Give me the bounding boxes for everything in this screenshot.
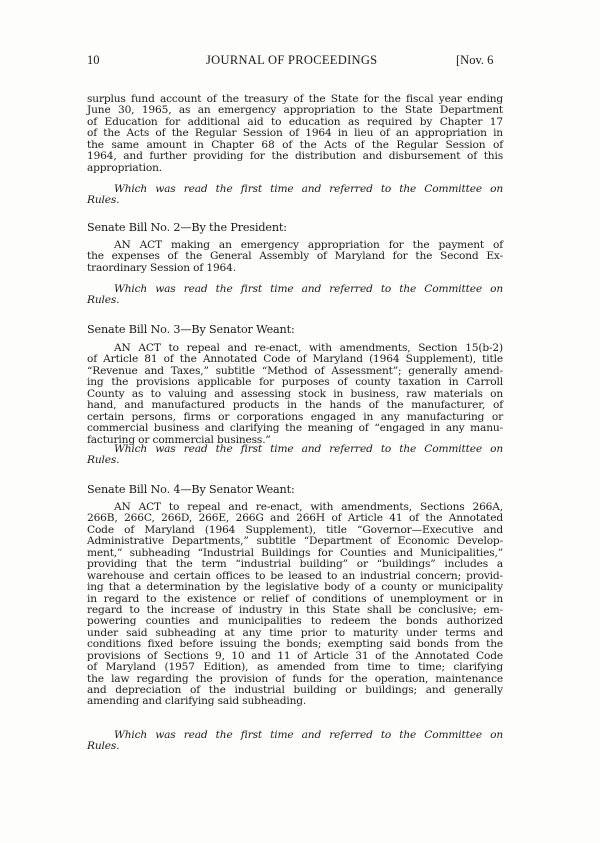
- referral-note: [87, 184, 503, 207]
- text-line: AN ACT making an emergency appropriation for the payment of: [114, 239, 503, 251]
- text-line: surplus fund account of the treasury of the State for the fiscal year ending: [87, 93, 503, 105]
- bill-heading: [87, 324, 503, 335]
- text-line: Which was read the first time and referred to the Committee on: [114, 443, 503, 455]
- paragraph: [87, 94, 503, 174]
- text-line: Rules.: [87, 454, 120, 467]
- text-line: in regard to the existence or relief of conditions of unemployment or in: [87, 592, 503, 605]
- text-line: Rules.: [87, 294, 120, 307]
- text-line: traordinary Session of 1964.: [87, 261, 236, 274]
- text-line: 266B, 266C, 266D, 266E, 266G and 266H of Article 41 of the Annotated: [87, 512, 503, 525]
- text-line: Senate Bill No. 3—By Senator Weant:: [87, 323, 295, 336]
- text-line: under said subheading at any time prior to maturity under terms and: [87, 626, 503, 639]
- paragraph: [87, 343, 503, 446]
- referral-note: [87, 284, 503, 307]
- text-line: of Education for additional aid to education as required by Chapter 17: [87, 115, 503, 128]
- text-line: and depreciation of the industrial building or buildings; and generally: [87, 684, 503, 696]
- text-line: ment,” subheading “Industrial Buildings for Counties and Municipalities,”: [87, 546, 503, 559]
- referral-note: [87, 730, 503, 753]
- text-line: Administrative Departments,” subtitle “Department of Economic Develop-: [87, 535, 503, 548]
- text-line: 1964, and further providing for the distribution and disbursement of this: [87, 150, 503, 163]
- bill-heading: [87, 484, 503, 495]
- text-line: the expenses of the General Assembly of Maryland for the Second Ex-: [87, 250, 503, 263]
- text-line: of the Acts of the Regular Session of 1964 in lieu of an appropriation in: [87, 127, 503, 140]
- text-line: June 30, 1965, as an emergency appropriation to the State Department: [87, 104, 503, 117]
- text-line: Code of Maryland (1964 Supplement), title “Governor—Executive and: [87, 523, 503, 536]
- text-line: appropriation.: [87, 161, 162, 174]
- text-line: the law regarding the provision of funds for the operation, maintenance: [87, 672, 503, 685]
- text-line: ing that a determination by the legislative body of a county or municipality: [87, 581, 503, 594]
- running-title: JOURNAL OF PROCEEDINGS: [206, 53, 378, 67]
- text-line: certain persons, firms or corporations engaged in any manufacturing or: [87, 410, 503, 423]
- text-line: regard to the increase of industry in this State shall be conclusive; em-: [87, 603, 503, 616]
- text-line: Rules.: [87, 194, 120, 207]
- text-line: Which was read the first time and referred to the Committee on: [114, 283, 503, 295]
- text-line: Senate Bill No. 4—By Senator Weant:: [87, 483, 295, 496]
- referral-note: [87, 444, 503, 467]
- page-number: 10: [87, 53, 100, 67]
- text-line: AN ACT to repeal and re-enact, with amendments, Sections 266A,: [114, 501, 503, 513]
- text-line: conditions fixed before issuing the bonds; exempting said bonds from the: [87, 638, 503, 651]
- text-line: Which was read the first time and referred to the Committee on: [114, 183, 503, 195]
- running-date: [Nov. 6: [456, 53, 494, 67]
- text-line: powering counties and municipalities to redeem the bonds authorized: [87, 615, 503, 628]
- text-line: Senate Bill No. 2—By the President:: [87, 221, 287, 234]
- text-line: facturing or commercial business.”: [87, 433, 271, 446]
- text-line: Which was read the first time and referred to the Committee on: [114, 729, 503, 741]
- paragraph: [87, 502, 503, 708]
- text-line: provisions of Sections 9, 10 and 11 of Article 31 of the Annotated Code: [87, 649, 503, 662]
- text-line: of Maryland (1957 Edition), as amended from time to time; clarifying: [87, 661, 503, 674]
- text-line: warehouse and certain offices to be leased to an industrial concern; provid-: [87, 569, 503, 582]
- paragraph: [87, 240, 503, 274]
- text-line: Rules.: [87, 740, 120, 753]
- text-line: County as to valuing and assessing stock in business, raw materials on: [87, 387, 503, 400]
- text-line: ing the provisions applicable for purposes of county taxation in Carroll: [87, 376, 503, 389]
- text-line: providing that the term “industrial building” or “buildings” includes a: [87, 558, 503, 571]
- text-line: of Article 81 of the Annotated Code of Maryland (1964 Supplement), title: [87, 353, 503, 366]
- text-line: AN ACT to repeal and re-enact, with amendments, Section 15(b-2): [114, 342, 503, 354]
- text-line: commercial business and clarifying the meaning of “engaged in any manu-: [87, 422, 503, 435]
- text-line: hand, and manufactured products in the hands of the manufacturer, of: [87, 399, 503, 412]
- text-line: the same amount in Chapter 68 of the Acts of the Regular Session of: [87, 138, 503, 151]
- bill-heading: [87, 222, 503, 233]
- text-line: “Revenue and Taxes,” subtitle “Method of Assessment”; generally amend-: [87, 364, 503, 377]
- text-line: amending and clarifying said subheading.: [87, 695, 307, 708]
